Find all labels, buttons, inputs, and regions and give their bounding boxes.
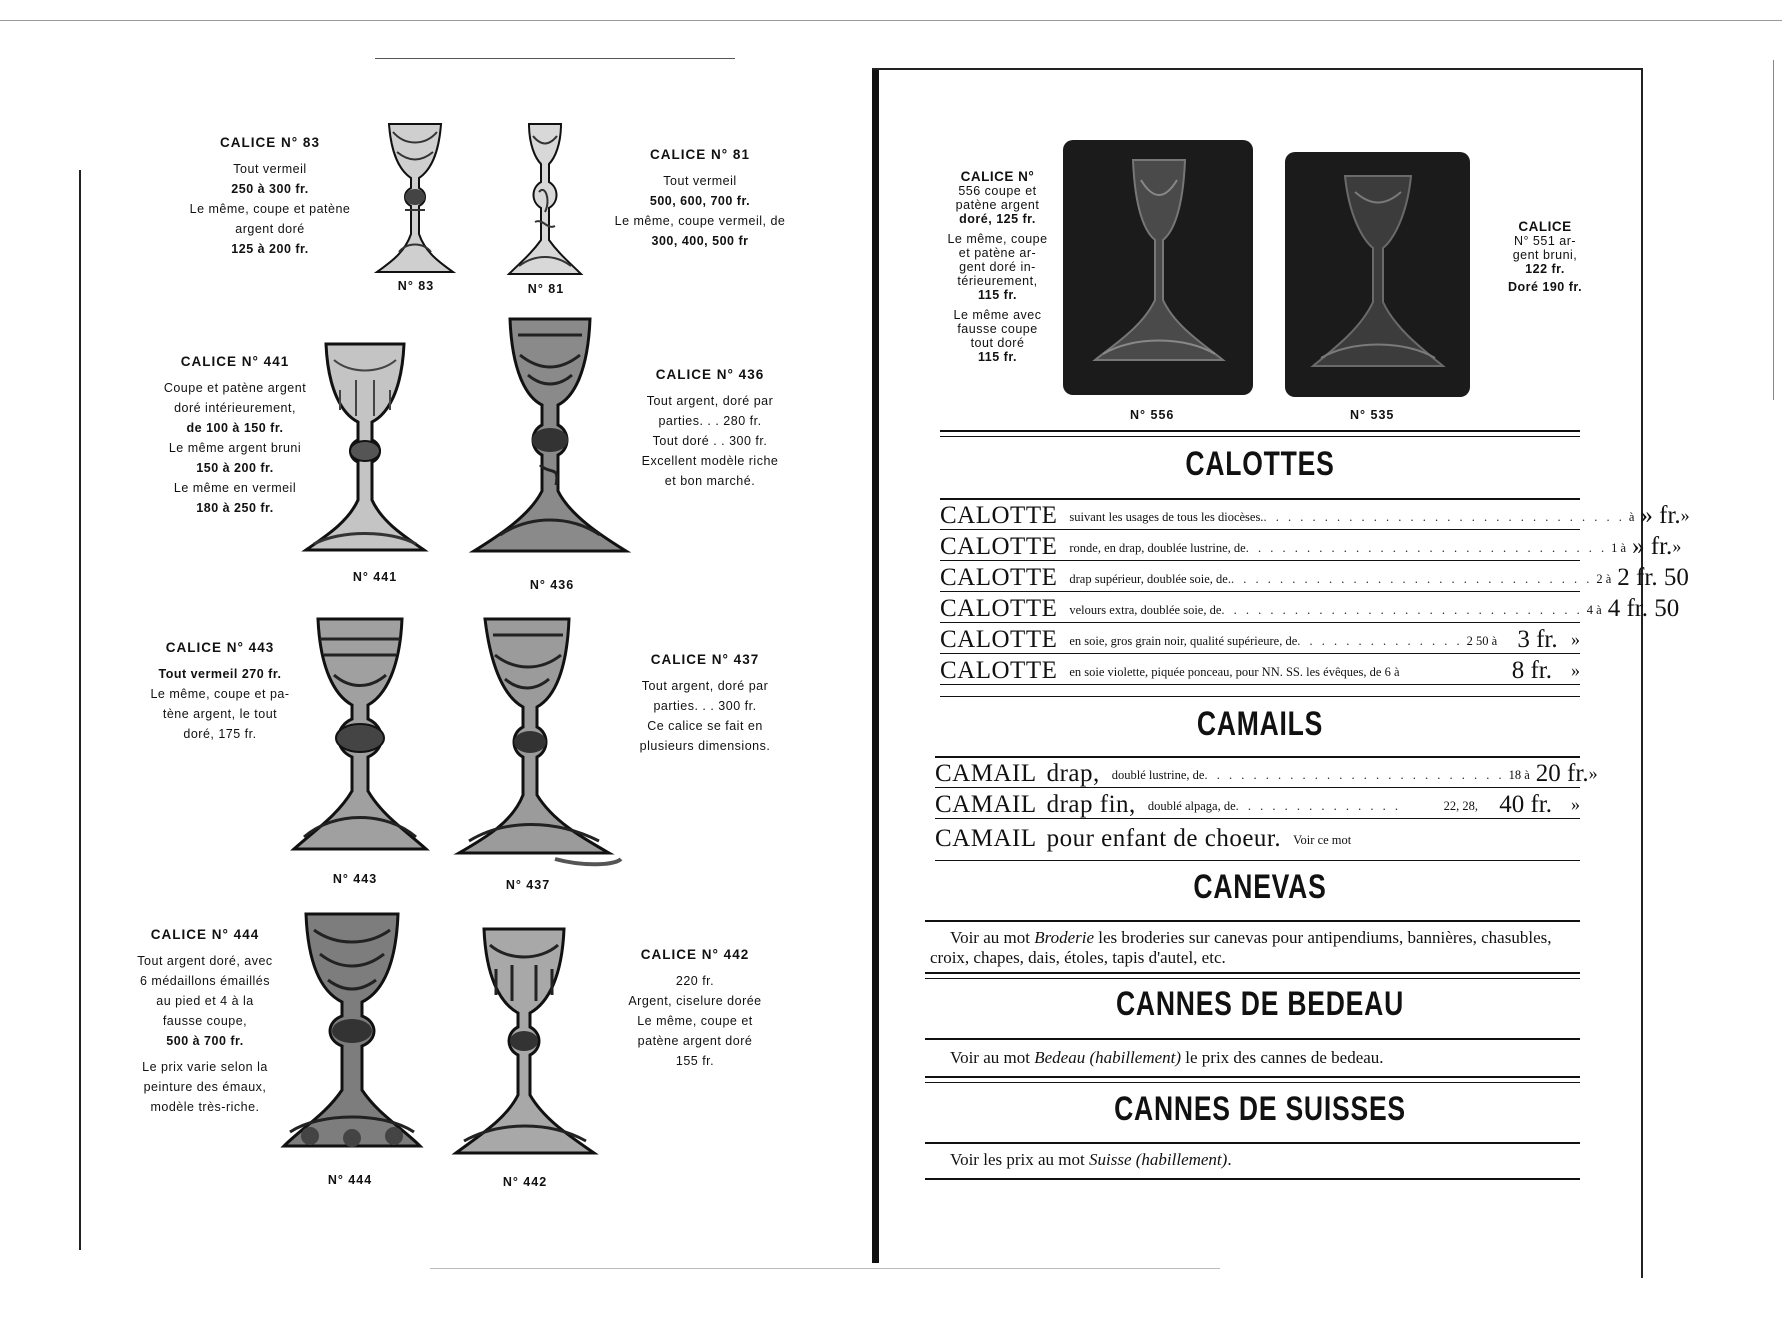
calice-441-line: 150 à 200 fr. bbox=[196, 461, 274, 475]
calottes-bottom-rule bbox=[940, 696, 1580, 697]
calice-535-photo bbox=[1285, 152, 1470, 397]
bedeau-text-b: le prix des cannes de bedeau. bbox=[1181, 1048, 1384, 1067]
calice-444-label: N° 444 bbox=[327, 1173, 373, 1187]
calice-556-line: Le même avec bbox=[953, 308, 1042, 322]
leader-dots: . . . . . . . . . . . . . . . . . . . . . . . . . . . . . . bbox=[1263, 510, 1625, 524]
calotte-price: 4 fr. 50 bbox=[1607, 595, 1680, 622]
canevas-heading: CANEVAS bbox=[1193, 868, 1327, 906]
calotte-centimes: » bbox=[1672, 536, 1682, 556]
calice-443-label: N° 443 bbox=[332, 872, 378, 886]
calice-443-title: CALICE N° 443 bbox=[165, 640, 275, 655]
calotte-row bbox=[940, 562, 1689, 592]
left-page-edge bbox=[79, 170, 81, 1250]
calotte-price: 3 fr. bbox=[1517, 626, 1558, 653]
calotte-qty: 4 à bbox=[1586, 603, 1602, 617]
calottes-top-rule bbox=[940, 430, 1580, 432]
canevas-heading-rule bbox=[925, 920, 1580, 922]
calice-535-photo-label: N° 535 bbox=[1350, 408, 1395, 422]
canevas-text bbox=[930, 928, 1580, 968]
canevas-bottom-rule bbox=[925, 972, 1580, 974]
calotte-qty: 2 50 à bbox=[1466, 634, 1498, 648]
calice-441-line: Le même en vermeil bbox=[173, 481, 297, 495]
canevas-text-b: les broderies sur canevas pour antipendiums, bannières, chasubles, croix, chapes, dais, étoles, tapis d'autel, etc. bbox=[930, 928, 1552, 967]
calice-556-line: térieurement, bbox=[957, 274, 1038, 288]
calice-444-line: fausse coupe, bbox=[162, 1014, 248, 1028]
calice-81-text bbox=[595, 145, 805, 251]
camail-centimes: » bbox=[1588, 763, 1598, 783]
calice-442-text bbox=[605, 945, 785, 1071]
right-page-outer-edge bbox=[1773, 60, 1774, 400]
camails-bottom-rule bbox=[935, 860, 1580, 861]
camail-material: drap fin, bbox=[1046, 791, 1136, 818]
calottes-heading: CALOTTES bbox=[1185, 445, 1335, 483]
calice-444-text bbox=[115, 925, 295, 1117]
calotte-row bbox=[940, 624, 1580, 654]
bedeau-text-a: Voir au mot bbox=[950, 1048, 1035, 1067]
canevas-bottom-rule-2 bbox=[925, 978, 1580, 979]
camail-row bbox=[935, 822, 1580, 852]
calice-81-line: 500, 600, 700 fr. bbox=[649, 194, 751, 208]
bedeau-bottom-rule bbox=[925, 1076, 1580, 1078]
calice-441-line: 180 à 250 fr. bbox=[196, 501, 274, 515]
suisses-text-a: Voir les prix au mot bbox=[950, 1150, 1089, 1169]
calice-443-line: tène argent, le tout bbox=[162, 707, 278, 721]
bedeau-link[interactable]: Bedeau (habillement) bbox=[1034, 1048, 1182, 1067]
calotte-word: CALOTTE bbox=[940, 626, 1058, 653]
calice-444-line: Tout argent doré, avec bbox=[137, 954, 273, 968]
calotte-centimes: » bbox=[1571, 629, 1580, 649]
calice-81-line: 300, 400, 500 fr bbox=[651, 234, 749, 248]
calice-436-line: Tout doré . . 300 fr. bbox=[652, 434, 768, 448]
calice-442-line: Argent, ciselure dorée bbox=[628, 994, 762, 1008]
calice-444-illustration bbox=[280, 910, 425, 1165]
suisses-heading-rule bbox=[925, 1142, 1580, 1144]
calice-81-illustration bbox=[505, 122, 585, 282]
calice-442-title: CALICE N° 442 bbox=[640, 947, 750, 962]
calice-81-title: CALICE N° 81 bbox=[650, 147, 750, 162]
calice-444-line: modèle très-riche. bbox=[150, 1100, 260, 1114]
suisses-bottom-rule bbox=[925, 1178, 1580, 1180]
calice-442-line: 155 fr. bbox=[675, 1054, 715, 1068]
calice-83-text bbox=[175, 133, 365, 259]
calotte-desc: en soie, gros grain noir, qualité supérieure, de bbox=[1069, 634, 1298, 648]
calice-83-line: 250 à 300 fr. bbox=[231, 182, 309, 196]
calotte-desc: ronde, en drap, doublée lustrine, de bbox=[1069, 541, 1246, 555]
suisses-heading: CANNES DE SUISSES bbox=[1114, 1090, 1406, 1128]
calice-443-line: Le même, coupe et pa- bbox=[150, 687, 290, 701]
camail-word: CAMAIL bbox=[935, 760, 1037, 787]
calice-437-line: Tout argent, doré par bbox=[641, 679, 769, 693]
calotte-qty: 1 à bbox=[1611, 541, 1627, 555]
leader-dots: . . . . . . . . . . . . . . . . . . . . . . . . . bbox=[1204, 768, 1505, 782]
camail-word: CAMAIL bbox=[935, 791, 1037, 818]
camail-price: 40 fr. bbox=[1499, 791, 1552, 818]
calotte-desc: velours extra, doublée soie, de bbox=[1069, 603, 1222, 617]
calice-437-title: CALICE N° 437 bbox=[650, 652, 760, 667]
right-page-right-border bbox=[1641, 68, 1643, 1278]
calice-441-line: Le même argent bruni bbox=[168, 441, 302, 455]
leader-dots: . . . . . . . . . . . . . . . . . . . . . . . . . . . . . . bbox=[1221, 603, 1583, 617]
suisses-text-b: . bbox=[1227, 1150, 1232, 1169]
calice-81-line: Tout vermeil bbox=[663, 174, 737, 188]
camail-qty: 22, 28, bbox=[1443, 799, 1478, 813]
leader-dots: . . . . . . . . . . . . . . bbox=[1235, 799, 1401, 813]
calice-436-line: Tout argent, doré par bbox=[646, 394, 774, 408]
calice-443-line: Tout vermeil 270 fr. bbox=[158, 667, 282, 681]
calice-442-label: N° 442 bbox=[502, 1175, 548, 1189]
calice-436-title: CALICE N° 436 bbox=[655, 367, 765, 382]
calotte-desc: drap supérieur, doublée soie, de. bbox=[1069, 572, 1231, 586]
calice-551-line: gent bruni, bbox=[1512, 248, 1578, 262]
calice-556-text bbox=[945, 170, 1050, 364]
calice-437-line: parties. . . 300 fr. bbox=[653, 699, 757, 713]
calotte-qty: à bbox=[1628, 510, 1635, 524]
bedeau-heading-rule bbox=[925, 1038, 1580, 1040]
calotte-word: CALOTTE bbox=[940, 533, 1058, 560]
calice-556-line: doré, 125 fr. bbox=[959, 212, 1036, 226]
calotte-price: » fr. bbox=[1640, 502, 1681, 529]
calice-441-title: CALICE N° 441 bbox=[180, 354, 290, 369]
calice-444-line: 500 à 700 fr. bbox=[166, 1034, 244, 1048]
calice-436-line: parties. . . 280 fr. bbox=[658, 414, 762, 428]
camail-row bbox=[935, 758, 1598, 788]
calotte-desc: en soie violette, piquée ponceau, pour NN. SS. les évêques, de 6 à bbox=[1069, 665, 1400, 679]
calice-441-line: Coupe et patène argent bbox=[163, 381, 307, 395]
calice-444-line: 6 médaillons émaillés bbox=[139, 974, 270, 988]
leader-dots: . . . . . . . . . . . . . . bbox=[1297, 634, 1463, 648]
camail-desc: doublé alpaga, de bbox=[1147, 799, 1236, 813]
calotte-row bbox=[940, 500, 1690, 530]
calice-442-line: 220 fr. bbox=[675, 974, 715, 988]
camail-material: drap, bbox=[1046, 760, 1100, 787]
calotte-price: 8 fr. bbox=[1511, 657, 1552, 684]
bedeau-text bbox=[950, 1048, 1590, 1068]
calice-436-line: Excellent modèle riche bbox=[641, 454, 779, 468]
calice-551-line: 122 fr. bbox=[1525, 262, 1565, 276]
calice-556-line: 556 coupe et bbox=[958, 184, 1037, 198]
camail-word: CAMAIL bbox=[935, 825, 1037, 852]
leader-dots: . . . . . . . . . . . . . . . . . . . . . . . . . . . . . . bbox=[1230, 572, 1593, 586]
calotte-word: CALOTTE bbox=[940, 595, 1058, 622]
calice-556-line: 115 fr. bbox=[978, 288, 1017, 302]
calotte-price: » fr. bbox=[1632, 533, 1673, 560]
calice-444-line: au pied et 4 à la bbox=[156, 994, 254, 1008]
calice-556-line: fausse coupe bbox=[957, 322, 1038, 336]
calice-556-line: tout doré bbox=[970, 336, 1025, 350]
right-page-left-border bbox=[872, 68, 879, 1263]
calotte-price: 2 fr. 50 bbox=[1617, 564, 1689, 591]
calice-551-line: Doré 190 fr. bbox=[1507, 280, 1583, 294]
canevas-link-broderie[interactable]: Broderie bbox=[1034, 928, 1095, 947]
calottes-top-rule-2 bbox=[940, 436, 1580, 437]
calice-444-line: peinture des émaux, bbox=[143, 1080, 267, 1094]
calice-442-illustration bbox=[450, 925, 600, 1170]
camail-price: 20 fr. bbox=[1535, 760, 1589, 787]
calice-83-line: Le même, coupe et patène bbox=[189, 202, 351, 216]
camail-centimes: » bbox=[1571, 794, 1580, 814]
calice-556-line: Le même, coupe bbox=[947, 232, 1048, 246]
calotte-row bbox=[940, 593, 1680, 623]
left-catalog-page bbox=[0, 0, 880, 1317]
calotte-centimes: » bbox=[1680, 505, 1690, 525]
calice-443-text bbox=[135, 638, 305, 744]
calice-83-line: Tout vermeil bbox=[233, 162, 307, 176]
calice-81-label: N° 81 bbox=[527, 282, 565, 296]
calice-83-illustration bbox=[375, 122, 455, 280]
calotte-centimes: » bbox=[1571, 660, 1580, 680]
calice-551-line: N° 551 ar- bbox=[1513, 234, 1577, 248]
calotte-word: CALOTTE bbox=[940, 657, 1058, 684]
left-top-rule bbox=[375, 58, 735, 59]
calotte-row bbox=[940, 531, 1682, 561]
calice-441-illustration bbox=[300, 340, 430, 565]
calice-81-line: Le même, coupe vermeil, de bbox=[614, 214, 786, 228]
calice-556-line: gent doré in- bbox=[959, 260, 1036, 274]
calice-437-text bbox=[620, 650, 790, 756]
calice-437-label: N° 437 bbox=[505, 878, 551, 892]
calice-436-line: et bon marché. bbox=[664, 474, 756, 488]
calotte-word: CALOTTE bbox=[940, 502, 1058, 529]
leader-dots: . . . . . . . . . . . . . . . . . . . . . . . . . . . . . . bbox=[1245, 541, 1608, 555]
calice-83-label: N° 83 bbox=[397, 279, 435, 293]
bedeau-heading: CANNES DE BEDEAU bbox=[1115, 985, 1405, 1023]
calice-442-line: patène argent doré bbox=[637, 1034, 753, 1048]
calice-436-text bbox=[630, 365, 790, 491]
calotte-word: CALOTTE bbox=[940, 564, 1058, 591]
calice-556-line: 115 fr. bbox=[978, 350, 1017, 364]
calice-441-label: N° 441 bbox=[352, 570, 398, 584]
suisses-link[interactable]: Suisse (habillement) bbox=[1088, 1150, 1228, 1169]
right-page-top-border bbox=[872, 68, 1642, 70]
calice-556-photo bbox=[1063, 140, 1253, 395]
calice-441-line: doré intérieurement, bbox=[174, 401, 296, 415]
right-catalog-page bbox=[880, 0, 1782, 1317]
suisses-text bbox=[950, 1150, 1590, 1170]
calice-556-line: et patène ar- bbox=[958, 246, 1037, 260]
calice-436-label: N° 436 bbox=[529, 578, 575, 592]
calice-436-illustration bbox=[470, 315, 630, 570]
calotte-qty: 2 à bbox=[1596, 572, 1612, 586]
calice-83-line: argent doré bbox=[235, 222, 305, 236]
calice-437-line: Ce calice se fait en bbox=[647, 719, 763, 733]
calice-437-illustration bbox=[445, 615, 625, 880]
calice-83-title: CALICE N° 83 bbox=[220, 135, 320, 150]
calice-556-title: CALICE N° bbox=[960, 169, 1035, 184]
calice-444-title: CALICE N° 444 bbox=[150, 927, 260, 942]
camail-material: pour enfant de choeur. bbox=[1046, 825, 1282, 852]
camail-desc: doublé lustrine, de bbox=[1111, 768, 1205, 782]
calice-442-line: Le même, coupe et bbox=[637, 1014, 753, 1028]
bedeau-bottom-rule-2 bbox=[925, 1082, 1580, 1083]
calice-556-line: patène argent bbox=[955, 198, 1040, 212]
calice-556-photo-label: N° 556 bbox=[1130, 408, 1175, 422]
camail-qty: 18 à bbox=[1508, 768, 1530, 782]
calice-83-line: 125 à 200 fr. bbox=[231, 242, 309, 256]
calotte-desc: suivant les usages de tous les diocèses. bbox=[1069, 510, 1264, 524]
calice-551-title: CALICE bbox=[1518, 219, 1572, 234]
calice-441-text bbox=[150, 352, 320, 518]
calotte-row bbox=[940, 655, 1580, 685]
camail-row bbox=[935, 789, 1580, 819]
calice-437-line: plusieurs dimensions. bbox=[639, 739, 771, 753]
calice-441-line: de 100 à 150 fr. bbox=[186, 421, 284, 435]
calice-443-illustration bbox=[290, 615, 430, 870]
camails-heading: CAMAILS bbox=[1196, 705, 1324, 743]
camail-desc: Voir ce mot bbox=[1293, 833, 1352, 847]
canevas-text-a: Voir au mot bbox=[950, 928, 1035, 947]
calice-444-line: Le prix varie selon la bbox=[142, 1060, 268, 1074]
calice-443-line: doré, 175 fr. bbox=[183, 727, 257, 741]
calice-551-text bbox=[1480, 220, 1610, 294]
